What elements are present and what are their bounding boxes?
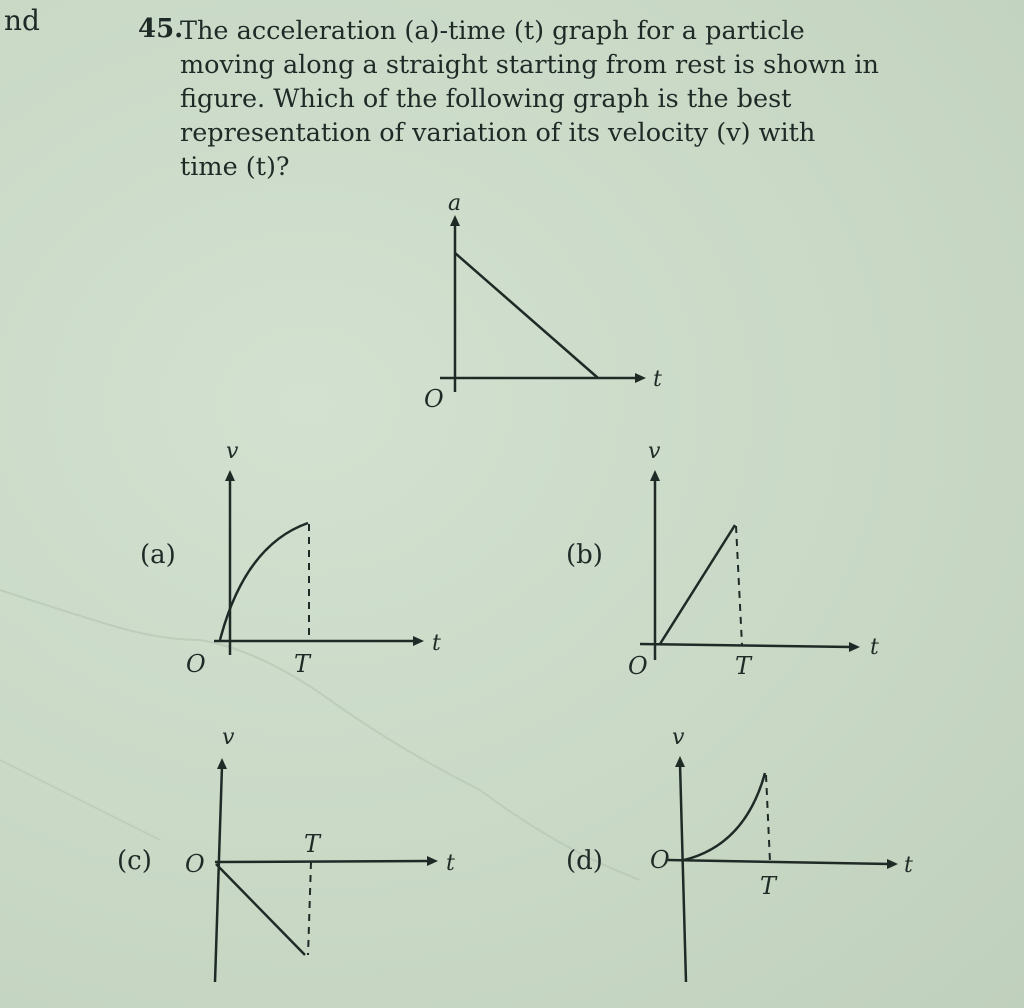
- main-y-label: a: [448, 191, 462, 216]
- option-d-y-label: v: [672, 725, 685, 750]
- option-c-label[interactable]: (c): [117, 846, 152, 876]
- option-b-label[interactable]: (b): [566, 540, 603, 570]
- option-d-dashed-line: [766, 775, 770, 862]
- option-c-x-label: t: [446, 851, 455, 876]
- option-d-label[interactable]: (d): [566, 846, 603, 876]
- question-line: representation of variation of its velocity (v) with: [180, 118, 816, 148]
- option-d-y-arrow: [675, 756, 685, 767]
- main-x-label: t: [653, 367, 662, 392]
- option-d-y-axis: [680, 764, 686, 982]
- option-b-origin-label: O: [628, 652, 648, 680]
- margin-fragment: nd: [4, 4, 40, 37]
- question-line: The acceleration (a)-time (t) graph for a particle: [180, 16, 805, 46]
- question-line: time (t)?: [180, 152, 290, 182]
- option-b-time-mark: T: [735, 652, 752, 680]
- option-b-y-label: v: [648, 439, 661, 464]
- option-c-time-mark: T: [304, 830, 321, 858]
- option-a-label[interactable]: (a): [140, 540, 176, 570]
- option-a-y-label: v: [226, 439, 239, 464]
- question-line: figure. Which of the following graph is the best: [180, 84, 792, 114]
- option-d-curve: [684, 773, 765, 860]
- option-a-time-mark: T: [294, 650, 311, 678]
- question-line: moving along a straight starting from rest is shown in: [180, 50, 879, 80]
- option-d-origin-label: O: [650, 846, 670, 874]
- question-number: 45.: [138, 14, 184, 44]
- option-b-x-label: t: [870, 635, 879, 660]
- option-c-origin-label: O: [185, 850, 205, 878]
- option-d-x-label: t: [904, 853, 913, 878]
- option-c-y-label: v: [222, 725, 235, 750]
- main-origin-label: O: [424, 385, 444, 413]
- option-d-x-arrow: [887, 859, 898, 869]
- option-d-x-axis: [668, 860, 890, 864]
- option-d-time-mark: T: [760, 872, 777, 900]
- option-a-origin-label: O: [186, 650, 206, 678]
- option-a-x-label: t: [432, 631, 441, 656]
